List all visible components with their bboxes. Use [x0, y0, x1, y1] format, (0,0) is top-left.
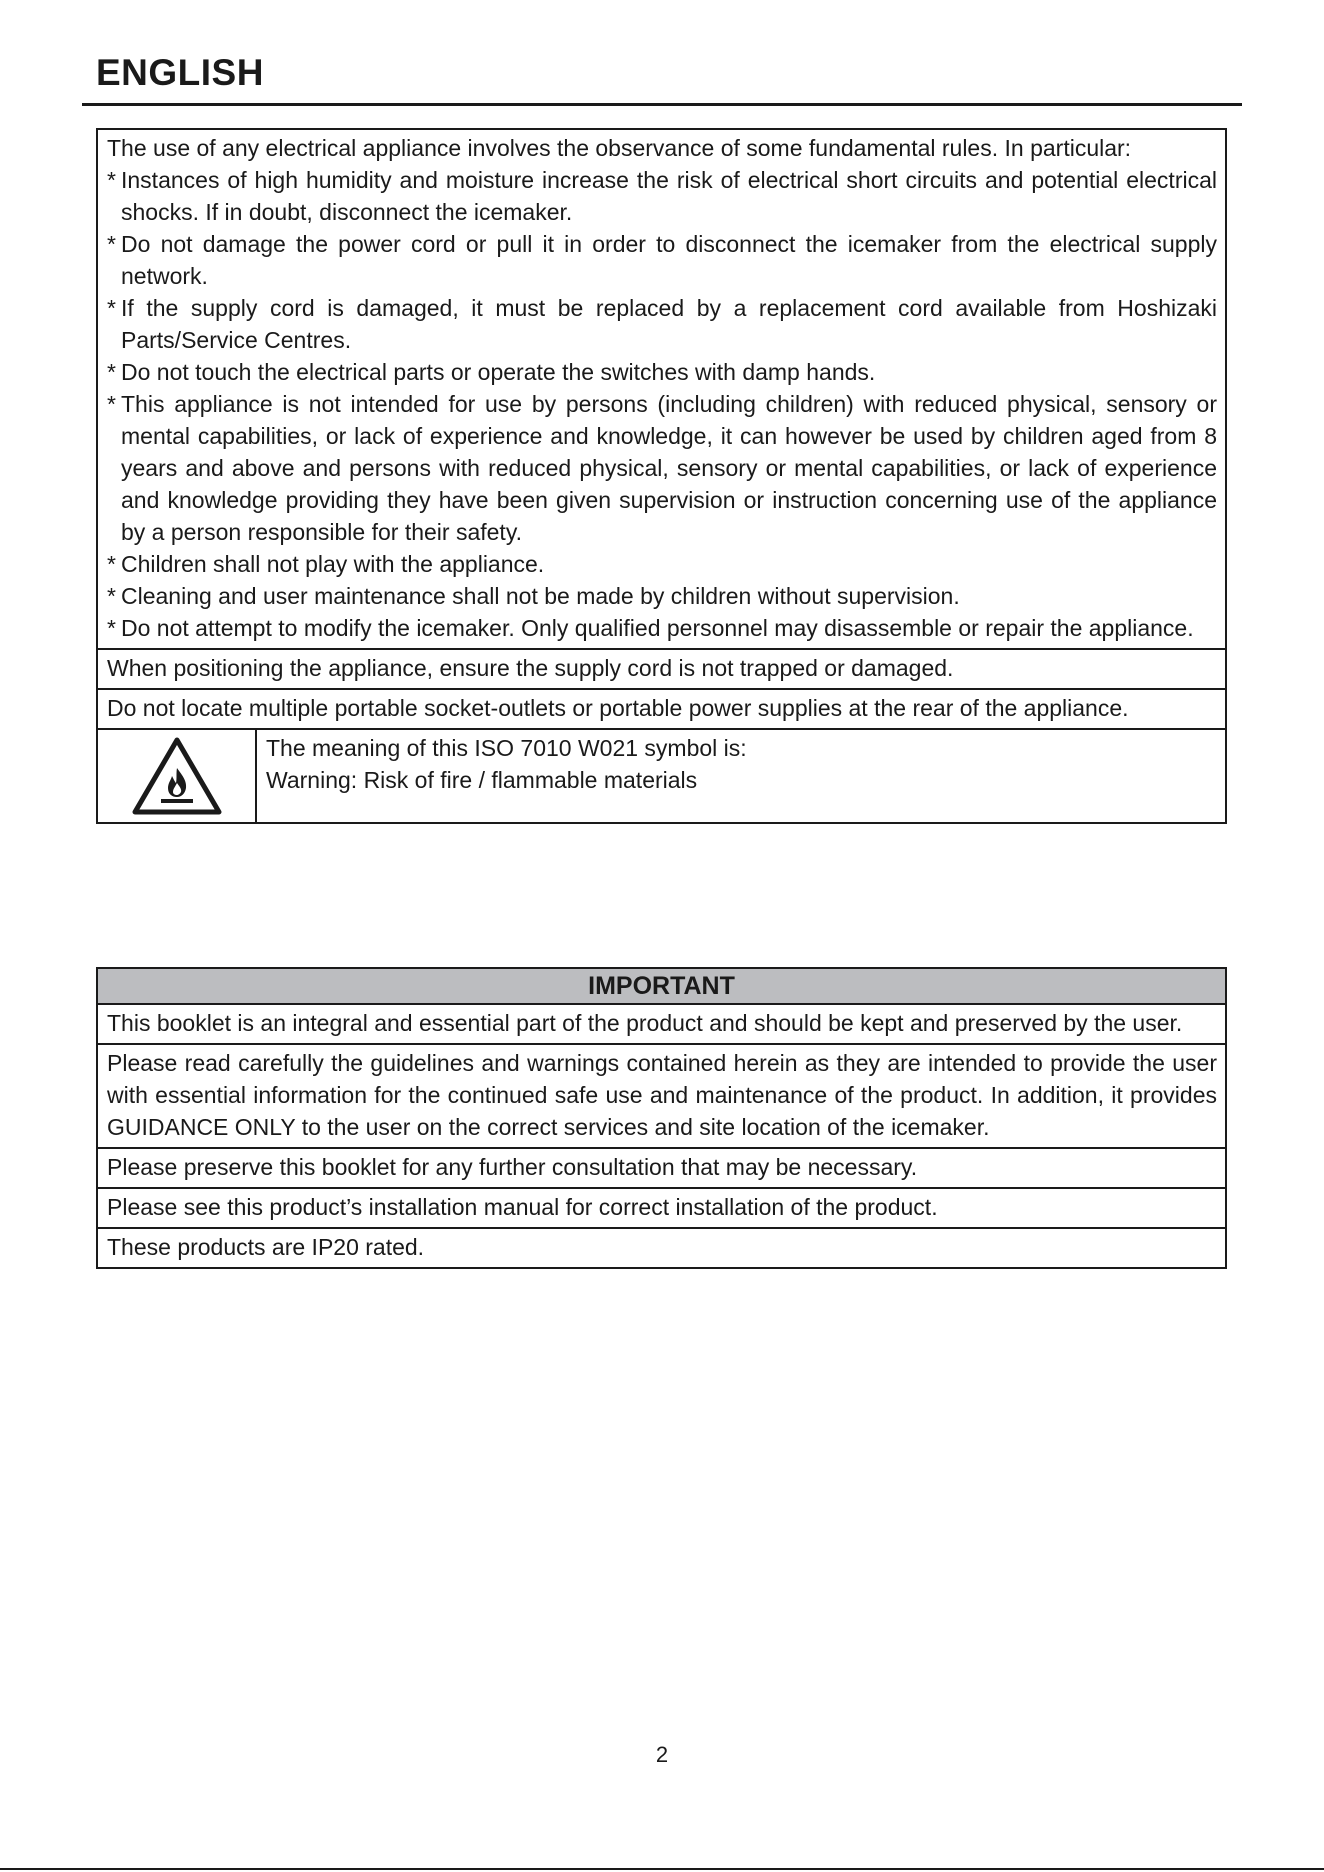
header-divider: [82, 103, 1242, 106]
bullet-text: Instances of high humidity and moisture increase the risk of electrical short circuits and potential electrical shocks. If in doubt, disconnect the icemaker.: [121, 167, 1217, 225]
bullet-marker: *: [107, 615, 116, 641]
bullet-text: Do not touch the electrical parts or operate the switches with damp hands.: [121, 359, 876, 385]
bottom-divider: [0, 1868, 1324, 1870]
sockets-text: Do not locate multiple portable socket-outlets or portable power supplies at the rear of the appliance.: [107, 695, 1129, 721]
page-number: 2: [655, 1742, 669, 1767]
bullet-text: This appliance is not intended for use by persons (including children) with reduced physical, sensory or mental capabilities, or lack of experience and knowledge, it can however be used by children aged from 8 years and above and persons with reduced physical, sensory or mental capabilities, or lack of experience and knowledge providing they have been given supervision or instruction concerning use of the appliance by a person responsible for their safety.: [121, 391, 1217, 545]
bullet-text: Do not attempt to modify the icemaker. Only qualified personnel may disassemble or repair the appliance.: [121, 615, 1194, 641]
bullet-marker: *: [107, 295, 116, 321]
bullet-marker: *: [107, 359, 116, 385]
safety-bullet: [107, 548, 1217, 580]
bullet-marker: *: [107, 583, 116, 609]
page-title: ENGLISH: [96, 52, 264, 93]
sockets-row: [98, 688, 1225, 728]
important-text: Please preserve this booklet for any further consultation that may be necessary.: [107, 1154, 918, 1180]
bullet-text: Cleaning and user maintenance shall not be made by children without supervision.: [121, 583, 960, 609]
positioning-row: [98, 648, 1225, 688]
safety-bullet: [107, 612, 1217, 644]
bullet-marker: *: [107, 391, 116, 417]
important-text: Please read carefully the guidelines and warnings contained herein as they are intended to provide the user with essential information for the continued safe use and maintenance of the product. In addition, it provides GUIDANCE ONLY to the user on the correct services and site location of the icemaker.: [107, 1050, 1217, 1140]
safety-bullet: [107, 580, 1217, 612]
safety-bullet: [107, 164, 1217, 228]
important-text: These products are IP20 rated.: [107, 1234, 425, 1260]
bullet-text: If the supply cord is damaged, it must be replaced by a replacement cord available from Hoshizaki Parts/Service Centres.: [121, 295, 1217, 353]
important-row: [98, 1043, 1225, 1147]
safety-bullet: [107, 292, 1217, 356]
symbol-description: [257, 730, 756, 822]
fire-warning-triangle-icon: [131, 736, 223, 816]
safety-bullet: [107, 356, 1217, 388]
symbol-row: [98, 728, 1225, 822]
symbol-cell: [98, 730, 257, 822]
bullet-marker: *: [107, 551, 116, 577]
important-heading: IMPORTANT: [98, 969, 1225, 1003]
bullet-text: Children shall not play with the appliance.: [121, 551, 545, 577]
important-row: [98, 1227, 1225, 1267]
safety-rules-row: [98, 130, 1225, 648]
symbol-meaning: The meaning of this ISO 7010 W021 symbol is:: [266, 735, 747, 761]
important-row: [98, 1003, 1225, 1043]
positioning-text: When positioning the appliance, ensure the supply cord is not trapped or damaged.: [107, 655, 954, 681]
bullet-text: Do not damage the power cord or pull it in order to disconnect the icemaker from the electrical supply network.: [121, 231, 1217, 289]
safety-bullet: [107, 228, 1217, 292]
important-text: Please see this product’s installation manual for correct installation of the product.: [107, 1194, 938, 1220]
important-row: [98, 1187, 1225, 1227]
important-text: This booklet is an integral and essential part of the product and should be kept and preserved by the user.: [107, 1010, 1183, 1036]
bullet-marker: *: [107, 231, 116, 257]
safety-intro: The use of any electrical appliance involves the observance of some fundamental rules. In particular:: [107, 135, 1132, 161]
safety-bullet: [107, 388, 1217, 548]
bullet-marker: *: [107, 167, 116, 193]
important-box: [96, 967, 1227, 1269]
important-row: [98, 1147, 1225, 1187]
symbol-warning: Warning: Risk of fire / flammable materials: [266, 767, 698, 793]
safety-rules-box: [96, 128, 1227, 824]
